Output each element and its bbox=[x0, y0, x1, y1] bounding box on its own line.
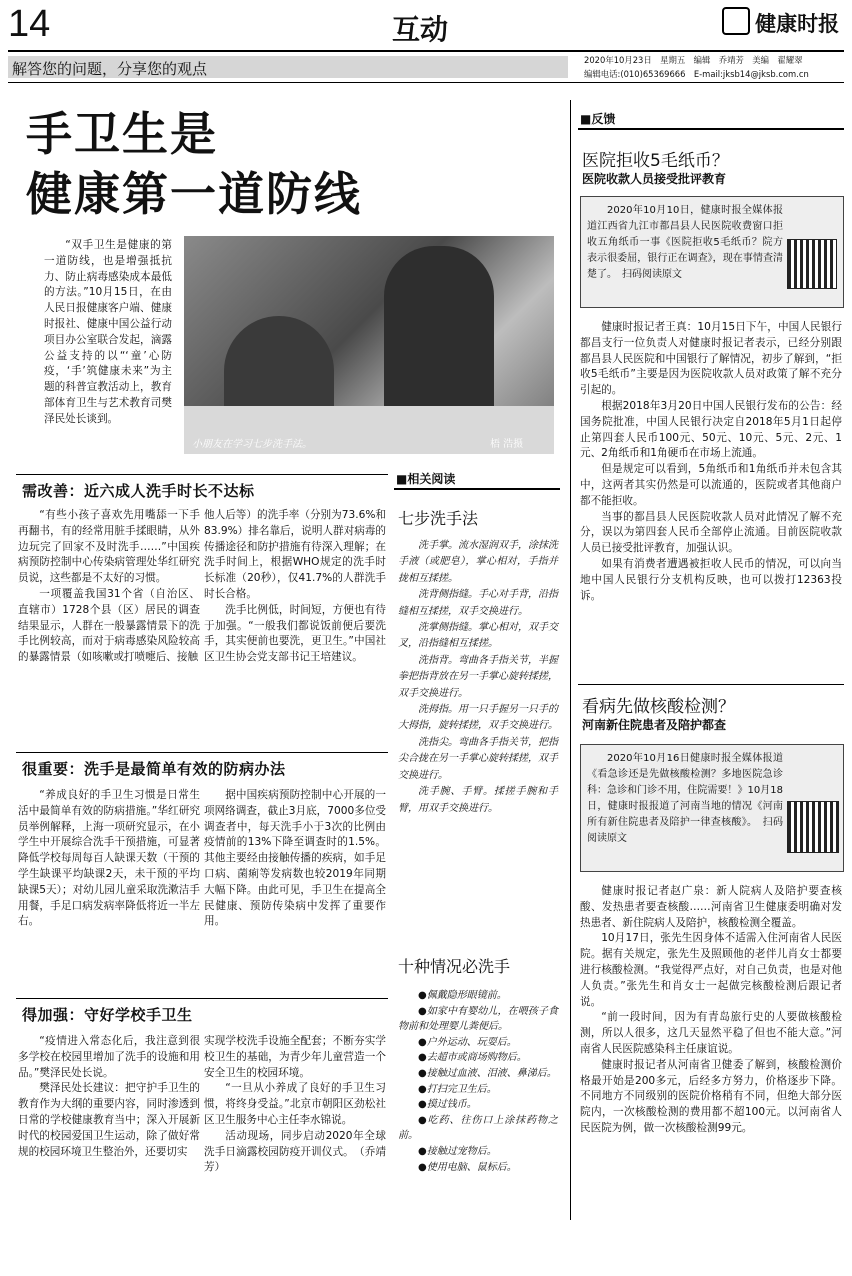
brand-logo bbox=[722, 8, 846, 42]
case-item: ●如家中有婴幼儿，在喂孩子食物前和处理婴儿粪便后。 bbox=[398, 1005, 558, 1033]
feedback-rule bbox=[578, 128, 844, 130]
section-rule bbox=[16, 998, 388, 999]
body-paragraph: “养成良好的手卫生习惯是日常生活中最简单有效的防病措施。”华红研究员举例解释，上海一项研究显示，在小学生中开展综合洗手干预措施，可显著降低学校每周每百人缺课天数（干预的学生缺课平均缺课2天，未干预的平均缺课5天）；对幼儿园儿童采取洗漱洁手用餐，手足口病发病率降低将近一半左右。 bbox=[18, 789, 200, 928]
tagline: 解答您的问题，分享您的观点 bbox=[12, 60, 208, 78]
case-item: ●接触过宠物后。 bbox=[418, 1145, 497, 1157]
body-paragraph: 10月17日，张先生因身体不适需入住河南省人民医院。据有关规定，张先生及照顾他的老伴儿肖女士都要进行核酸检测。“我觉得严点好，对自己负责，也是对他人负责。”张先生和肖女士一起做完核酸检测后跟记者说。 bbox=[580, 932, 842, 1008]
body-paragraph: 实现学校洗手设施全配套；不断夯实学校卫生的基础，为青少年儿童营造一个安全卫生的校园环境。 bbox=[204, 1035, 386, 1079]
related-rule bbox=[394, 488, 560, 490]
related-label: ■相关阅读 bbox=[396, 472, 456, 486]
seven-step-title: 七步洗手法 bbox=[398, 509, 479, 528]
story1-body bbox=[580, 320, 842, 604]
section3-col2 bbox=[204, 1034, 386, 1176]
masthead-rule bbox=[8, 50, 844, 52]
body-paragraph: 洗手比例低，时间短，方便也有待于加强。“一般我们都说饭前便后要洗手，其实便前也要洗，更卫生。”中国社区卫生协会党支部书记王培建议。 bbox=[204, 603, 386, 664]
story2-box bbox=[580, 744, 844, 872]
body-paragraph: “疫情进入常态化后，我注意到很多学校在校园里增加了洗手的设施和用品。”樊泽民处长说。 bbox=[18, 1035, 200, 1079]
section-rule bbox=[16, 752, 388, 753]
section-title-2: 很重要：洗手是最简单有效的防病办法 bbox=[22, 760, 286, 778]
body-paragraph: 一项覆盖我国31个省（自治区、直辖市）1728个县（区）居民的调查结果显示，人群在一般暴露情景下的洗手比例较高，而对于病毒感染风险较高的暴露情景（如咳嗽或打喷嚏后、接触 bbox=[18, 587, 200, 664]
body-paragraph: “前一段时间，因为有青岛旅行史的人要做核酸检测，所以人很多，这几天显然平稳了但也不能大意。”河南省人民医院感染科主任康谊说。 bbox=[580, 1011, 842, 1055]
section-name: 互动 bbox=[392, 13, 449, 46]
section-title-1: 需改善：近六成人洗手时长不达标 bbox=[22, 482, 255, 500]
column-divider bbox=[570, 100, 571, 1220]
case-item: ●去超市或商场购物后。 bbox=[418, 1052, 527, 1064]
body-paragraph: 健康时报记者王真：10月15日下午，中国人民银行都昌支行一位负责人对健康时报记者表示，已经分别跟都昌县人民医院和中国银行了解情况，初步了解到，“拒收5毛纸币”主要是因为医院收款人员对政策了解不充分引起的。 bbox=[580, 321, 842, 397]
case-item: ●接触过血液、泪液、鼻涕后。 bbox=[418, 1067, 557, 1079]
story2-body bbox=[580, 884, 842, 1137]
body-paragraph: “一旦从小养成了良好的手卫生习惯，将终身受益。”北京市朝阳区劲松社区卫生服务中心主任李水锦说。 bbox=[204, 1082, 386, 1126]
section2-col1 bbox=[18, 788, 200, 930]
step-item: 洗手掌。流水湿润双手，涂抹洗手液（或肥皂），掌心相对，手指并拢相互揉搓。 bbox=[398, 540, 558, 584]
story2-subhead: 河南新住院患者及陪护都查 bbox=[582, 718, 727, 732]
qr-code-icon[interactable] bbox=[787, 801, 839, 853]
page-number: 14 bbox=[8, 3, 51, 45]
body-paragraph: “有些小孩子喜欢先用嘴舔一下手再翻书，有的经常用脏手揉眼睛，从外边玩完了回家不及时洗手……”中国疾病预防控制中心传染病管理处华红研究员说，这些都是不太好的习惯。 bbox=[18, 509, 200, 585]
section-title-3: 得加强：守好学校手卫生 bbox=[22, 1006, 193, 1024]
body-paragraph: 但是规定可以看到，5角纸币和1角纸币并未包含其中，这两者其实仍然是可以流通的，医院或者其他商户都不能拒收。 bbox=[580, 463, 842, 507]
body-paragraph: 根据2018年3月20日中国人民银行发布的公告：经国务院批准，中国人民银行决定自2018年5月1日起停止第四套人民币100元、50元、10元、5元、2元、1元、2角纸币和1角硬币在市场上流通。 bbox=[580, 399, 842, 460]
masthead-rule-2 bbox=[8, 82, 844, 83]
section1-col1 bbox=[18, 508, 200, 666]
body-paragraph: 如果有消费者遭遇被拒收人民币的情况，可以向当地中国人民银行分支机构反映，也可以拨打12363投诉。 bbox=[580, 557, 842, 602]
intro-paragraph: “双手卫生是健康的第一道防线，也是增强抵抗力、防止病毒感染成本最低的方法。”10月15日，在由人民日报健康客户端、健康时报社、健康中国公益行动项目办公室联合发起，滴露公益支持的以“‘童’心防疫，‘手’筑健康未来”为主题的科普宣教活动上，教育部体育卫生与艺术教育司樊泽民处长谈到。 bbox=[44, 239, 172, 425]
story2-box-text bbox=[587, 751, 783, 847]
story2-headline: 看病先做核酸检测？ bbox=[582, 697, 735, 717]
brand-mark-icon bbox=[722, 7, 750, 35]
case-item: ●使用电脑、鼠标后。 bbox=[418, 1161, 517, 1173]
step-item: 洗指背。弯曲各手指关节，半握拳把指背放在另一手掌心旋转揉搓，双手交换进行。 bbox=[398, 654, 558, 699]
feedback-label: ■反馈 bbox=[580, 112, 616, 126]
ten-cases-list bbox=[398, 988, 558, 1175]
headline-line-2: 健康第一道防线 bbox=[26, 167, 362, 221]
story1-box-text bbox=[587, 203, 783, 283]
section2-col2 bbox=[204, 788, 386, 930]
seven-step-list bbox=[398, 538, 558, 817]
qr-code-icon[interactable] bbox=[787, 239, 837, 289]
body-paragraph: 樊泽民处长建议：把守护手卫生的教育作为大纲的重要内容，同时渗透到日常的学校健康教育当中；深入开展新时代的校园爱国卫生运动，除了做好常规的校园环境卫生整治外，还要切实 bbox=[18, 1082, 200, 1158]
date-line: 2020年10月23日 星期五 编辑 乔靖芳 美编 翟耀翠 bbox=[584, 55, 803, 65]
intro-text bbox=[44, 238, 172, 428]
photo-caption: 小朋友在学习七步洗手法。 bbox=[192, 439, 312, 450]
case-item: ●户外运动、玩耍后。 bbox=[418, 1036, 517, 1048]
section-rule bbox=[16, 474, 388, 475]
photo-credit: 梧 浩摄 bbox=[490, 439, 524, 450]
story-rule bbox=[578, 684, 844, 685]
case-item: ●吃药、往伤口上涂抹药物之前。 bbox=[398, 1114, 558, 1142]
body-paragraph: 健康时报记者赵广泉：新人院病人及陪护要查核酸、发热患者要查核酸……河南省卫生健康委明确对发热患者、新住院病人及陪护，核酸检测全覆盖。 bbox=[580, 885, 842, 929]
step-item: 洗拇指。用一只手握另一只手的大拇指，旋转揉搓，双手交换进行。 bbox=[398, 704, 558, 732]
step-item: 洗背侧指缝。手心对手背，沿指缝相互揉搓，双手交换进行。 bbox=[398, 589, 558, 617]
lead-photo bbox=[184, 236, 554, 454]
box-paragraph: 2020年10月16日健康时报全媒体报道《看急诊还是先做核酸检测？多地医院急诊科：急诊和门诊不用，住院需要！》10月18日，健康时报报道了河南当地的情况《河南所有新住院患者及陪护一律查核酸》。 扫码阅读原文 bbox=[587, 753, 783, 844]
section3-col1 bbox=[18, 1034, 200, 1160]
step-item: 洗指尖。弯曲各手指关节，把指尖合拢在另一手掌心旋转揉搓，双手交换进行。 bbox=[398, 736, 558, 781]
story1-subhead: 医院收款人员接受批评教育 bbox=[582, 172, 727, 186]
contact-line: 编辑电话:(010)65369666 E-mail:jksb14@jksb.com.cn bbox=[584, 69, 809, 79]
story1-box bbox=[580, 196, 844, 308]
body-paragraph: 他人后等）的洗手率（分别为73.6%和83.9%）排名靠后，说明人群对病毒的传播途径和防护措施有待深入理解；在洗手时间上，根据WHO规定的洗手时长标准（20秒），仅41.7%的人群洗手时长合格。 bbox=[204, 509, 386, 600]
headline-line-1: 手卫生是 bbox=[26, 107, 218, 161]
main-headline bbox=[26, 104, 362, 224]
section1-col2 bbox=[204, 508, 386, 666]
body-paragraph: 健康时报记者从河南省卫健委了解到，核酸检测价格最开始是200多元，后经多方努力，价格逐步下降。不同地方不同级别的医院价格稍有不同，但绝大部分医院内，一次核酸检测的费用都不超100元。以河南省人民医院为例，做一次核酸检测99元。 bbox=[580, 1058, 842, 1134]
step-item: 洗掌侧指缝。掌心相对，双手交叉，沿指缝相互揉搓。 bbox=[398, 622, 558, 650]
body-paragraph: 当事的都昌县人民医院收款人员对此情况了解不充分，误以为第四套人民币全部停止流通。目前医院收款人员已接受批评教育，加强认识。 bbox=[580, 510, 842, 555]
case-item: ●摸过钱币。 bbox=[418, 1099, 477, 1111]
case-item: ●打扫完卫生后。 bbox=[418, 1083, 497, 1095]
step-item: 洗手腕、手臂。揉搓手腕和手臂，用双手交换进行。 bbox=[398, 786, 558, 814]
case-item: ●佩戴隐形眼镜前。 bbox=[418, 990, 507, 1001]
body-paragraph: 据中国疾病预防控制中心开展的一项网络调查，截止3月底，7000多位受调查者中，每天洗手小于3次的比例由疫情前的13%下降至调查时的1.5%。其他主要经由接触传播的疾病，如手足口病、菌痢等发病数也较2019年同期大幅下降。由此可见，手卫生在提高全民健康、预防传染病中发挥了重要作用。 bbox=[204, 789, 387, 928]
box-paragraph: 2020年10月10日，健康时报全媒体报道江西省九江市都昌县人民医院收费窗口拒收五角纸币一事《医院拒收5毛纸币？院方表示很委屈，银行正在调查》，现在事情查清楚了。 扫码阅读原文 bbox=[587, 205, 783, 280]
ten-cases-title: 十种情况必洗手 bbox=[398, 957, 511, 976]
story1-headline: 医院拒收5毛纸币？ bbox=[582, 151, 729, 171]
brand-name: 健康时报 bbox=[755, 11, 840, 36]
body-paragraph: 活动现场，同步启动2020年全球洗手日滴露校园防疫开训仪式。 （乔靖芳） bbox=[204, 1129, 386, 1174]
